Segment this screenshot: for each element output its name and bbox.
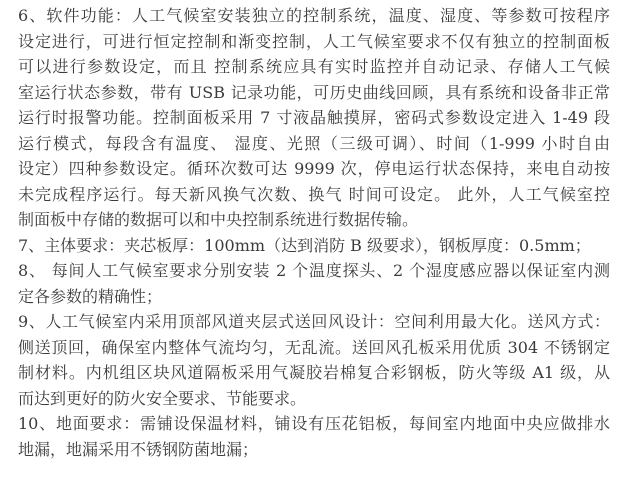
document-line: 未完成程序运行。每天新风换气次数、换气 时间可设定。 此外，人工气候室控 <box>18 184 610 204</box>
document-line: 7、主体要求：夹芯板厚：100mm（达到消防 B 级要求），钢板厚度：0.5mm； <box>18 235 591 255</box>
document-line: 设定进行，可进行恒定控制和渐变控制，人工气候室要求不仅有独立的控制面板 <box>18 31 610 51</box>
document-line: 可以进行参数设定，而且 控制系统应具有实时监控并自动记录、存储人工气候 <box>18 57 610 76</box>
document-line: 制面板中存储的数据可以和中央控制系统进行数据传输。 <box>18 210 419 229</box>
document-text <box>18 3 610 462</box>
document-line: 设定）四种参数设定。循环次数可达 9999 次，停电运行状态保持，来电自动按 <box>18 159 610 178</box>
document-line: 9、人工气候室内采用顶部风道夹层式送回风设计：空间利用最大化。送风方式： <box>18 312 610 331</box>
document-line: 运行时报警功能。控制面板采用 7 寸液晶触摸屏，密码式参数设定进入 1-49 段 <box>18 108 610 127</box>
document-line: 8、 每间人工气候室要求分别安装 2 个温度探头、2 个湿度感应器以保证室内测 <box>18 261 610 280</box>
document-line: 而达到更好的防火安全要求、节能要求。 <box>18 388 307 408</box>
document-line: 6、软件功能：人工气候室安装独立的控制系统，温度、湿度、等参数可按程序 <box>18 6 610 25</box>
document-line: 10、地面要求：需铺设保温材料，铺设有压花铝板，每间室内地面中央应做排水 <box>18 414 610 433</box>
document-line: 定各参数的精确性； <box>18 286 163 306</box>
document-line: 运行模式，每段含有温度、 湿度、光照（三级可调）、时间（1-999 小时自由 <box>18 133 610 153</box>
document-line: 地漏，地漏采用不锈钢防菌地漏； <box>18 439 259 459</box>
document-line: 室运行状态参数，带有 USB 记录功能，可历史曲线回顾，具有系统和设备非正常 <box>18 82 610 102</box>
document-line: 制材料。内机组区块风道隔板采用气凝胶岩棉复合彩钢板，防火等级 A1 级，从 <box>18 363 610 382</box>
document-line: 侧送顶回，确保室内整体气流均匀，无乱流。送回风孔板采用优质 304 不锈钢定 <box>18 337 610 357</box>
